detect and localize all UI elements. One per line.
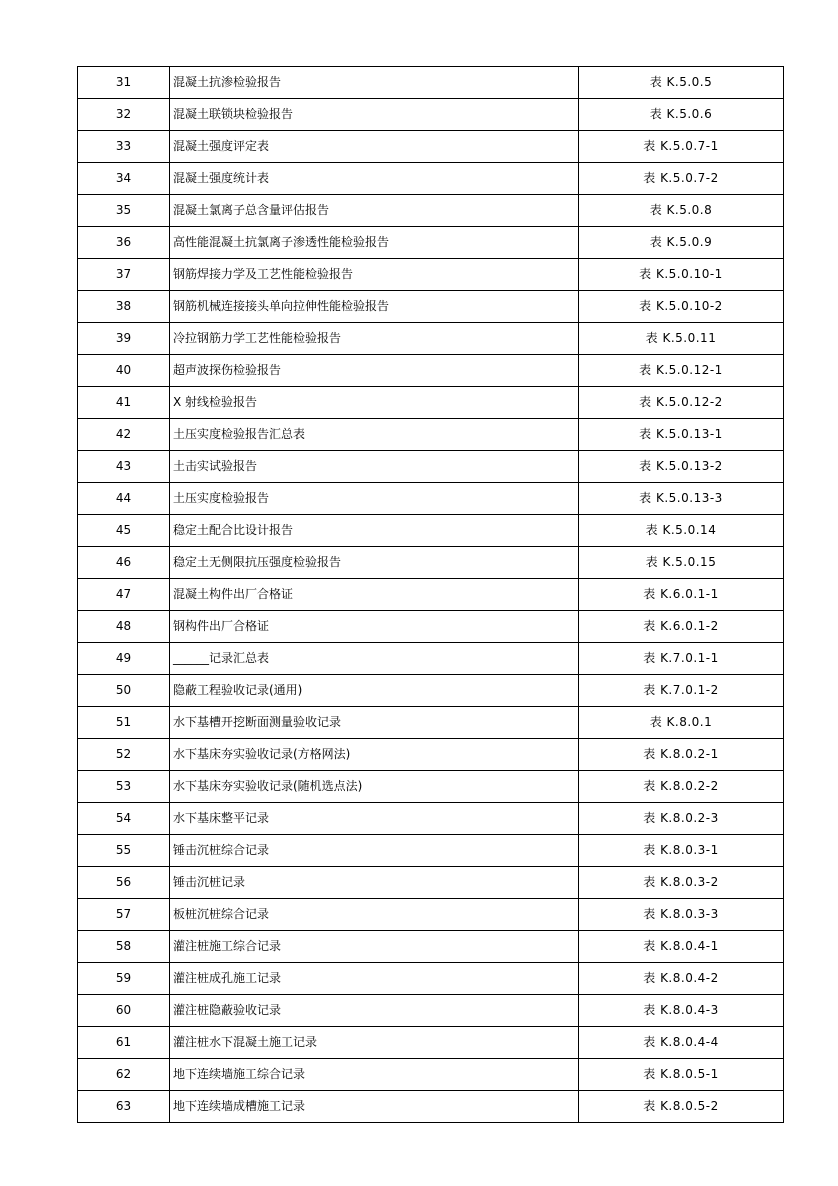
row-number-cell: 32: [78, 99, 170, 131]
row-number-cell: 45: [78, 515, 170, 547]
table-row: [78, 99, 784, 131]
row-number-cell: 38: [78, 291, 170, 323]
form-code-cell: 表 K.5.0.7-1: [579, 131, 784, 163]
record-name-cell: 土击实试验报告: [170, 451, 579, 483]
form-code-cell: 表 K.5.0.15: [579, 547, 784, 579]
form-code-cell: 表 K.8.0.2-1: [579, 739, 784, 771]
record-name-cell: 锤击沉桩记录: [170, 867, 579, 899]
record-name-cell: 混凝土抗渗检验报告: [170, 67, 579, 99]
row-number-cell: 55: [78, 835, 170, 867]
record-name-cell: 水下基床整平记录: [170, 803, 579, 835]
table-row: [78, 803, 784, 835]
form-code-cell: 表 K.8.0.2-3: [579, 803, 784, 835]
form-code-cell: 表 K.5.0.12-1: [579, 355, 784, 387]
form-code-cell: 表 K.5.0.7-2: [579, 163, 784, 195]
row-number-cell: 46: [78, 547, 170, 579]
record-name-cell: 灌注桩隐蔽验收记录: [170, 995, 579, 1027]
record-name-cell: 灌注桩施工综合记录: [170, 931, 579, 963]
record-name-cell: X 射线检验报告: [170, 387, 579, 419]
form-code-cell: 表 K.5.0.10-2: [579, 291, 784, 323]
row-number-cell: 42: [78, 419, 170, 451]
table-row: [78, 547, 784, 579]
form-code-cell: 表 K.7.0.1-2: [579, 675, 784, 707]
record-name-cell: 土压实度检验报告: [170, 483, 579, 515]
row-number-cell: 41: [78, 387, 170, 419]
record-name-cell: 锤击沉桩综合记录: [170, 835, 579, 867]
row-number-cell: 58: [78, 931, 170, 963]
record-name-cell: 土压实度检验报告汇总表: [170, 419, 579, 451]
table-row: [78, 995, 784, 1027]
form-code-cell: 表 K.5.0.13-1: [579, 419, 784, 451]
form-code-cell: 表 K.5.0.9: [579, 227, 784, 259]
table-row: [78, 291, 784, 323]
table-row: [78, 195, 784, 227]
row-number-cell: 34: [78, 163, 170, 195]
row-number-cell: 47: [78, 579, 170, 611]
record-name-cell: 稳定土无侧限抗压强度检验报告: [170, 547, 579, 579]
form-code-cell: 表 K.8.0.5-2: [579, 1091, 784, 1123]
row-number-cell: 52: [78, 739, 170, 771]
table-row: [78, 259, 784, 291]
row-number-cell: 37: [78, 259, 170, 291]
table-row: [78, 483, 784, 515]
row-number-cell: 33: [78, 131, 170, 163]
form-code-cell: 表 K.8.0.2-2: [579, 771, 784, 803]
form-code-cell: 表 K.8.0.1: [579, 707, 784, 739]
record-list-body: [78, 67, 784, 1123]
form-code-cell: 表 K.8.0.5-1: [579, 1059, 784, 1091]
row-number-cell: 48: [78, 611, 170, 643]
record-name-cell: 混凝土氯离子总含量评估报告: [170, 195, 579, 227]
table-row: [78, 419, 784, 451]
row-number-cell: 39: [78, 323, 170, 355]
table-row: [78, 867, 784, 899]
record-name-cell: 灌注桩成孔施工记录: [170, 963, 579, 995]
table-row: [78, 931, 784, 963]
table-row: [78, 1091, 784, 1123]
record-name-cell: 板桩沉桩综合记录: [170, 899, 579, 931]
form-code-cell: 表 K.8.0.3-3: [579, 899, 784, 931]
table-row: [78, 739, 784, 771]
record-name-cell: 混凝土联锁块检验报告: [170, 99, 579, 131]
form-code-cell: 表 K.5.0.13-2: [579, 451, 784, 483]
row-number-cell: 44: [78, 483, 170, 515]
row-number-cell: 53: [78, 771, 170, 803]
table-row: [78, 1059, 784, 1091]
table-row: [78, 675, 784, 707]
row-number-cell: 61: [78, 1027, 170, 1059]
table-row: [78, 163, 784, 195]
row-number-cell: 31: [78, 67, 170, 99]
row-number-cell: 36: [78, 227, 170, 259]
form-code-cell: 表 K.8.0.3-1: [579, 835, 784, 867]
table-row: [78, 579, 784, 611]
table-row: [78, 611, 784, 643]
row-number-cell: 54: [78, 803, 170, 835]
record-name-cell: 冷拉钢筋力学工艺性能检验报告: [170, 323, 579, 355]
record-list-table: [77, 66, 784, 1123]
table-row: [78, 707, 784, 739]
form-code-cell: 表 K.8.0.4-4: [579, 1027, 784, 1059]
record-name-cell: 高性能混凝土抗氯离子渗透性能检验报告: [170, 227, 579, 259]
row-number-cell: 43: [78, 451, 170, 483]
table-row: [78, 515, 784, 547]
form-code-cell: 表 K.5.0.5: [579, 67, 784, 99]
form-code-cell: 表 K.5.0.13-3: [579, 483, 784, 515]
row-number-cell: 49: [78, 643, 170, 675]
table-row: [78, 643, 784, 675]
row-number-cell: 50: [78, 675, 170, 707]
table-row: [78, 835, 784, 867]
record-name-cell: 灌注桩水下混凝土施工记录: [170, 1027, 579, 1059]
form-code-cell: 表 K.8.0.4-2: [579, 963, 784, 995]
form-code-cell: 表 K.8.0.4-1: [579, 931, 784, 963]
row-number-cell: 40: [78, 355, 170, 387]
record-name-cell: 混凝土构件出厂合格证: [170, 579, 579, 611]
table-row: [78, 131, 784, 163]
record-name-cell: 水下基床夯实验收记录(随机选点法): [170, 771, 579, 803]
table-row: [78, 963, 784, 995]
form-code-cell: 表 K.5.0.10-1: [579, 259, 784, 291]
table-row: [78, 1027, 784, 1059]
form-code-cell: 表 K.5.0.6: [579, 99, 784, 131]
form-code-cell: 表 K.6.0.1-1: [579, 579, 784, 611]
record-name-cell: ______记录汇总表: [170, 643, 579, 675]
table-row: [78, 387, 784, 419]
form-code-cell: 表 K.8.0.3-2: [579, 867, 784, 899]
row-number-cell: 62: [78, 1059, 170, 1091]
record-name-cell: 混凝土强度统计表: [170, 163, 579, 195]
table-row: [78, 771, 784, 803]
form-code-cell: 表 K.5.0.11: [579, 323, 784, 355]
row-number-cell: 63: [78, 1091, 170, 1123]
record-name-cell: 稳定土配合比设计报告: [170, 515, 579, 547]
record-name-cell: 隐蔽工程验收记录(通用): [170, 675, 579, 707]
record-name-cell: 地下连续墙施工综合记录: [170, 1059, 579, 1091]
form-code-cell: 表 K.5.0.12-2: [579, 387, 784, 419]
row-number-cell: 59: [78, 963, 170, 995]
form-code-cell: 表 K.5.0.8: [579, 195, 784, 227]
table-row: [78, 323, 784, 355]
row-number-cell: 57: [78, 899, 170, 931]
table-row: [78, 227, 784, 259]
record-name-cell: 水下基床夯实验收记录(方格网法): [170, 739, 579, 771]
row-number-cell: 56: [78, 867, 170, 899]
record-name-cell: 超声波探伤检验报告: [170, 355, 579, 387]
table-row: [78, 451, 784, 483]
row-number-cell: 51: [78, 707, 170, 739]
record-name-cell: 混凝土强度评定表: [170, 131, 579, 163]
form-code-cell: 表 K.7.0.1-1: [579, 643, 784, 675]
record-name-cell: 钢构件出厂合格证: [170, 611, 579, 643]
record-name-cell: 钢筋焊接力学及工艺性能检验报告: [170, 259, 579, 291]
table-row: [78, 355, 784, 387]
form-code-cell: 表 K.5.0.14: [579, 515, 784, 547]
record-name-cell: 水下基槽开挖断面测量验收记录: [170, 707, 579, 739]
record-name-cell: 地下连续墙成槽施工记录: [170, 1091, 579, 1123]
row-number-cell: 35: [78, 195, 170, 227]
form-code-cell: 表 K.8.0.4-3: [579, 995, 784, 1027]
form-code-cell: 表 K.6.0.1-2: [579, 611, 784, 643]
table-row: [78, 899, 784, 931]
table-row: [78, 67, 784, 99]
row-number-cell: 60: [78, 995, 170, 1027]
record-name-cell: 钢筋机械连接接头单向拉伸性能检验报告: [170, 291, 579, 323]
